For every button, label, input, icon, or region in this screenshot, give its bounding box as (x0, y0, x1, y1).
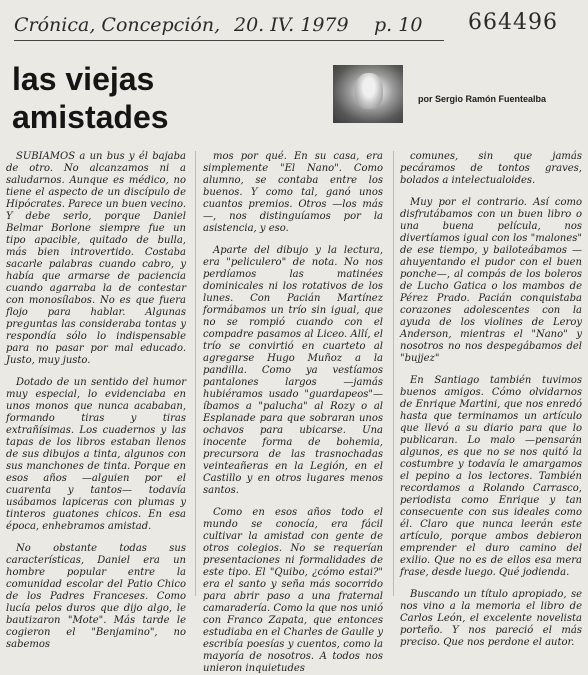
portrait-face (355, 73, 383, 109)
paragraph: Buscando un título apropiado, se nos vino a la memoria el libro de Carlos León, el excelente novelista porteño. Y nos pareció el más preciso. Que nos perdone el autor. (400, 589, 582, 648)
paragraph: Aparte del dibujo y la lectura, era "peliculero" de nota. No nos perdíamos las matinées dominicales ni los rotativos de los lunes. Con Pacián Martínez formábamos un trío sin igual, que no se rompió cuando con el compadre pasamos al Liceo. Allí, el trío se convirtió en cuarteto al agregarse Hugo Muñoz a la pandilla. Como ya vestíamos pantalones largos —jamás hubiéramos usado "guardapeos"— íbamos a "palucha" al Rozy o al Esplanade para que sobraran unos ochavos para ubicarse. Una inocente forma de bohemia, precursora de las trasnochadas veinteañeras en la Legión, en el Castillo y en otros lugares menos santos. (203, 245, 383, 496)
headline-line-1: las viejas (12, 61, 155, 97)
handwritten-source: Crónica, Concepción, (14, 14, 221, 36)
paragraph: comunes, sin que jamás pecáramos de tontos graves, bolados a intelectualoides. (400, 151, 582, 186)
column-divider (195, 151, 196, 596)
article-column-3 (400, 151, 582, 648)
paragraph: SUBIAMOS a un bus y él bajaba de otro. No alcanzamos ni a saludarnos. Aunque es médico, no tiene el aspecto de un discípulo de Hipócrates. Parece un buen vecino. Y debe serlo, porque Daniel Belmar Borlone siempre fue un tipo apacible, quitado de bulla, más bien introvertido. Costaba sacarle palabras cuando cabro, y había que armarse de paciencia cuando agarraba la de contestar con monosílabos. No es que fuera flojo para hablar. Algunas preguntas las consideraba tontas y respondía sólo lo indispensable para no pasar por mal educado. Justo, muy justo. (6, 151, 187, 366)
handwritten-annotation (6, 8, 584, 42)
column-divider (393, 151, 394, 596)
paragraph: Como en esos años todo el mundo se conocía, era fácil cultivar la amistad con gente de otros colegios. No se requerían presentaciones ni formalidades de este tipo. El "Quibo, ¿cómo estai?" era el santo y seña más socorrido para abrir paso a una fraternal camaradería. Como la que nos unió con Franco Zapata, que entonces estudiaba en el Charles de Gaulle y escribía poesías y cuentos, como la mayoría de nosotros. A todos nos unieron inquietudes (203, 507, 383, 674)
paragraph: Dotado de un sentido del humor muy especial, lo evidenciaba en unos monos que nunca acababan, formando tiras y tiras extrañísimas. Los cuadernos y las tapas de los libros estaban llenos de sus dibujos a tinta, algunos con sus manchones de tinta. Porque en esos años —alguien por el cuarenta y tantos— todavía usábamos lapiceras con plumas y tinteros guatones chicos. En esa época, enhebramos amistad. (6, 377, 186, 532)
handwritten-date: 20. IV. 1979 (234, 14, 349, 36)
article-column-2 (203, 151, 383, 674)
headline-line-2: amistades (12, 99, 169, 135)
paragraph: No obstante todas sus características, Daniel era un hombre popular entre la comunidad escolar del Patio Chico de los Padres Franceses. Como lucía pelos duros que dijo algo, le bautizaron "Mote". Más tarde le cogieron el "Benjamino", no sabemos (6, 543, 186, 650)
handwritten-underline (14, 40, 444, 41)
handwritten-code: 664496 (468, 10, 558, 35)
paragraph: En Santiago también tuvimos buenos amigos. Cómo olvidarnos de Enrique Martini, que nos enredó hasta que terminamos un artículo que llevó a su diario para que lo publicaran. Lo malo —pensarán algunos, es que no se nos quitó la costumbre y todavía le amargamos el pepino a los lectores. También recordamos a Rolando Carrasco, periodista como Enrique y tan consecuente con sus ideales como él. Claro que nunca leerán este artículo, porque ambos debieron emprender el duro camino del exilio. Que no es de ellos esa mera frase, desde luego. Qué jodienda. (400, 375, 582, 578)
article-column-1 (6, 151, 187, 650)
author-portrait (333, 65, 403, 123)
handwritten-page: p. 10 (374, 14, 423, 36)
paragraph: Muy por el contrario. Así como disfrutábamos con un buen libro o una buena película, nos divertíamos igual con los "malones" de ese tiempo, y bailoteábamos —ahuyentando el pudor con el buen ponche—, al compás de los boleros de Lucho Gatica o los mambos de Pérez Prado. Pacián conquistaba corazones adolescentes con la ayuda de los violines de Leroy Anderson, mientras el "Nano" y nosotros no nos despegábamos del "bujjez" (400, 197, 582, 364)
paragraph: mos por qué. En su casa, era simplemente "El Nano". Como alumno, se contaba entre los buenos. Y como tal, ganó unos cuantos premios. Otros —los más—, nos distinguíamos por la asistencia, y eso. (203, 151, 383, 234)
byline: por Sergio Ramón Fuentealba (418, 94, 547, 104)
article-headline (12, 60, 169, 136)
